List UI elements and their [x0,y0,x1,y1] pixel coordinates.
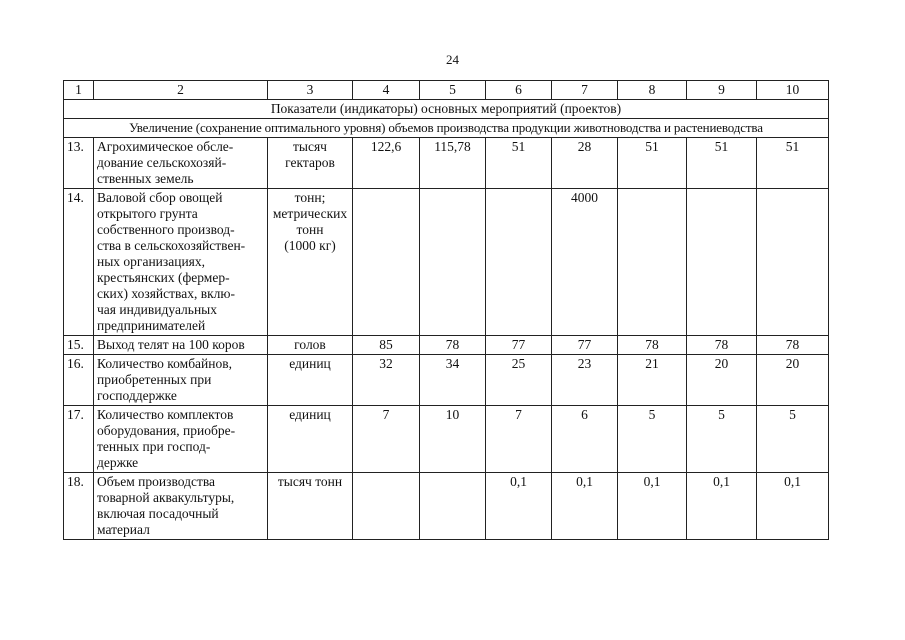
table-row [64,355,829,406]
indicator-name-line: включая посадочный [97,506,219,521]
unit-of-measure [268,473,353,540]
unit-line: метрических [272,206,348,221]
value-cell: 7 [486,406,552,473]
table-row [64,189,829,336]
unit-line: (1000 кг) [284,238,336,253]
indicator-name-line: Количество комбайнов, [97,356,232,371]
unit-line: тысяч [293,139,327,154]
table-row [64,473,829,540]
value-cell: 5 [687,406,757,473]
indicator-name-line: открытого грунта [97,206,198,221]
value-cell: 7 [353,406,420,473]
value-cell: 51 [486,138,552,189]
column-header: 8 [618,81,687,100]
indicator-name [94,473,268,540]
value-cell: 20 [757,355,829,406]
value-cell: 6 [552,406,618,473]
value-cell: 5 [757,406,829,473]
unit-of-measure [268,138,353,189]
value-cell: 78 [420,336,486,355]
value-cell: 78 [757,336,829,355]
value-cell: 0,1 [687,473,757,540]
unit-of-measure [268,189,353,336]
indicator-name-line: ных организациях, [97,254,206,269]
value-cell: 4000 [552,189,618,336]
value-cell: 51 [687,138,757,189]
column-header: 6 [486,81,552,100]
column-header: 2 [94,81,268,100]
indicator-name-line: Валовой сбор овощей [97,190,223,205]
value-cell: 78 [618,336,687,355]
indicator-name [94,355,268,406]
column-header: 4 [353,81,420,100]
value-cell [618,189,687,336]
value-cell: 20 [687,355,757,406]
row-number: 16. [64,355,94,406]
unit-line: тонн; [294,190,326,205]
indicator-name-line: предпринимателей [97,318,206,333]
value-cell [420,473,486,540]
unit-of-measure [268,336,353,355]
column-header: 10 [757,81,829,100]
indicator-name-line: господдержке [97,388,177,403]
unit-of-measure [268,355,353,406]
value-cell: 0,1 [757,473,829,540]
value-cell: 77 [552,336,618,355]
indicator-name-line: крестьянских (фермер- [97,270,230,285]
value-cell: 21 [618,355,687,406]
value-cell: 115,78 [420,138,486,189]
value-cell: 85 [353,336,420,355]
value-cell: 25 [486,355,552,406]
value-cell [757,189,829,336]
row-number: 13. [64,138,94,189]
table-row [64,336,829,355]
unit-line: тонн [296,222,324,237]
value-cell: 5 [618,406,687,473]
value-cell: 51 [618,138,687,189]
indicator-name-line: Агрохимическое обсле- [97,139,234,154]
subsection-title: Увеличение (сохранение оптимального уровня) объемов производства продукции животноводства и растениеводства [64,119,829,138]
value-cell: 0,1 [486,473,552,540]
value-cell: 23 [552,355,618,406]
indicator-name-line: Количество комплектов [97,407,234,422]
indicator-name-line: оборудования, приобре- [97,423,236,438]
indicator-name-line: собственного производ- [97,222,235,237]
indicator-name-line: ства в сельскохозяйствен- [97,238,246,253]
value-cell [420,189,486,336]
unit-line: единиц [289,356,331,371]
page-number: 24 [446,52,459,67]
section-title: Показатели (индикаторы) основных мероприятий (проектов) [64,100,829,119]
column-header: 5 [420,81,486,100]
indicator-name-line: тенных при господ- [97,439,211,454]
indicators-table [63,80,829,540]
row-number: 14. [64,189,94,336]
value-cell: 0,1 [552,473,618,540]
unit-line: единиц [289,407,331,422]
indicator-name-line: чая индивидуальных [97,302,217,317]
table-row [64,406,829,473]
row-number: 15. [64,336,94,355]
unit-line: тысяч тонн [277,474,343,489]
value-cell: 122,6 [353,138,420,189]
table-row [64,138,829,189]
value-cell: 51 [757,138,829,189]
indicator-name-line: ственных земель [97,171,194,186]
indicator-name [94,189,268,336]
indicator-name-line: приобретенных при [97,372,212,387]
indicator-name-line: ских) хозяйствах, вклю- [97,286,235,301]
value-cell [486,189,552,336]
value-cell: 78 [687,336,757,355]
column-header: 3 [268,81,353,100]
row-number: 17. [64,406,94,473]
indicator-name-line: Выход телят на 100 коров [97,337,245,352]
value-cell: 28 [552,138,618,189]
value-cell: 32 [353,355,420,406]
column-header: 1 [64,81,94,100]
indicator-name-line: держке [97,455,139,470]
value-cell: 77 [486,336,552,355]
value-cell [353,189,420,336]
unit-of-measure [268,406,353,473]
subsection-title-row [64,119,829,138]
unit-line: голов [294,337,326,352]
value-cell [353,473,420,540]
section-title-row [64,100,829,119]
unit-line: гектаров [285,155,335,170]
value-cell: 0,1 [618,473,687,540]
indicator-name-line: товарной аквакультуры, [97,490,235,505]
value-cell: 34 [420,355,486,406]
column-header: 9 [687,81,757,100]
column-header-row [64,81,829,100]
indicator-name-line: Объем производства [97,474,216,489]
value-cell [687,189,757,336]
indicator-name [94,336,268,355]
indicator-name-line: материал [97,522,150,537]
value-cell: 10 [420,406,486,473]
indicator-name [94,406,268,473]
row-number: 18. [64,473,94,540]
indicator-name [94,138,268,189]
indicator-name-line: дование сельскохозяй- [97,155,227,170]
column-header: 7 [552,81,618,100]
